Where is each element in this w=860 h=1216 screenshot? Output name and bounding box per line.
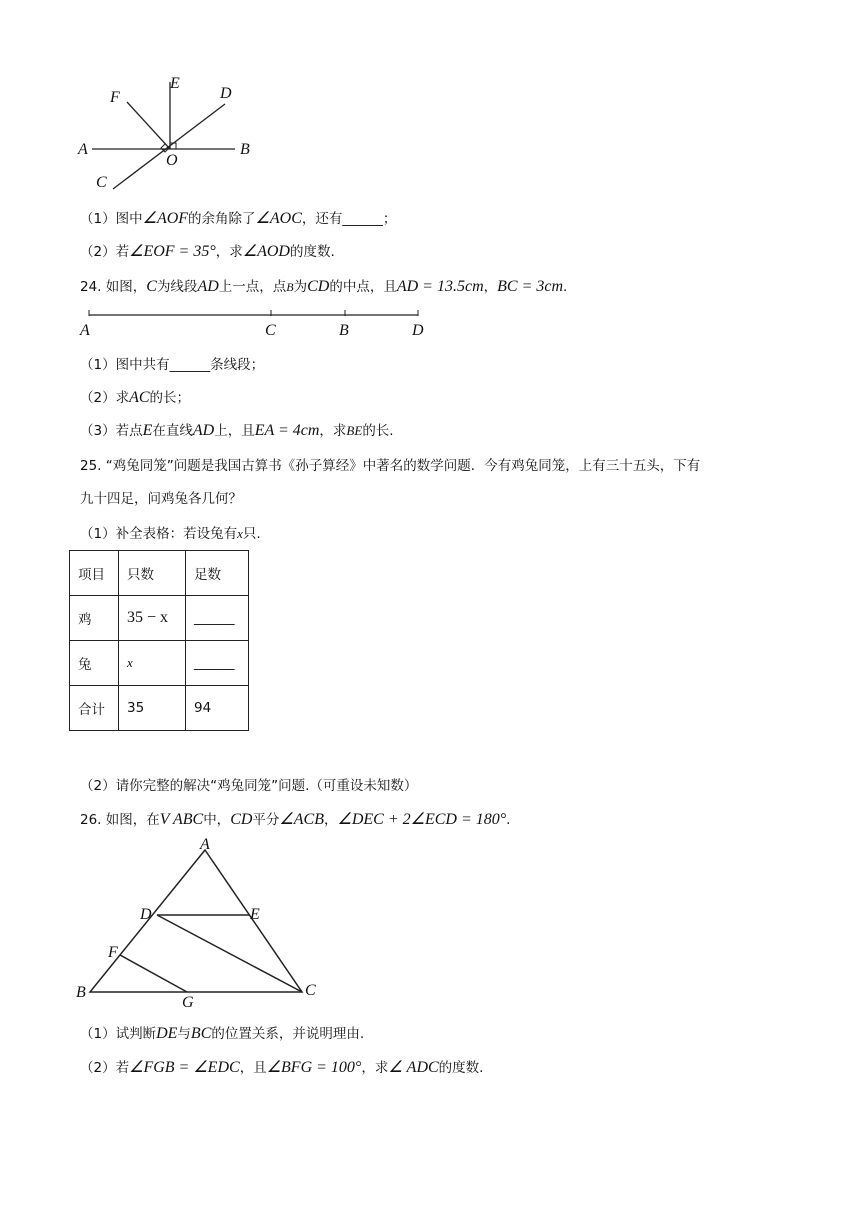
q24-stem: 24. 如图，C为线段AD上一点，点B为CD的中点，且AD = 13.5cm，BC = 3cm. [80,278,568,295]
segment-figure [75,305,435,341]
tri-label-e: E [250,906,260,923]
seg-label-c: C [265,322,276,339]
q25-stem-line1: 25. “鸡兔同笼”问题是我国古算书《孙子算经》中著名的数学问题．今有鸡兔同笼，上有三十五头，下有 [80,458,701,474]
q24-part3: （3）若点E在直线AD上，且EA = 4cm，求BE的长. [80,422,394,439]
tri-label-c: C [305,982,316,999]
cell-item: 兔 [70,641,119,686]
cell-item: 鸡 [70,596,119,641]
table-row [70,686,249,731]
cell-feet-blank[interactable]: ______ [186,641,249,686]
q23-part1: （1）图中∠AOF的余角除了∠AOC，还有______； [80,210,397,227]
triangle-abc [90,850,302,992]
tri-label-f: F [108,944,118,961]
angle-figure [70,70,280,195]
cell-feet-blank[interactable]: ______ [186,596,249,641]
triangle-figure [70,835,330,1010]
q26-part1: （1）试判断DE与BC的位置关系，并说明理由. [80,1025,365,1042]
label-d: D [220,85,232,102]
header-feet: 足数 [186,551,249,596]
table-row [70,596,249,641]
header-count: 只数 [119,551,186,596]
q24-part2: （2）求AC的长； [80,389,191,406]
label-c: C [96,174,107,191]
q24-part1: （1）图中共有______条线段； [80,357,265,373]
segment-dc [157,915,302,992]
label-e: E [170,75,180,92]
answer-blank[interactable]: ______ [342,211,383,227]
segment-fg [120,955,187,992]
q25-part1: （1）补全表格：若设兔有x只. [80,526,261,542]
cell-feet: 94 [186,686,249,731]
label-a: A [78,141,88,158]
line-cd [113,104,225,189]
header-item: 项目 [70,551,119,596]
q23-part2: （2）若∠EOF = 35°，求∠AOD的度数. [80,243,335,260]
cell-item: 合计 [70,686,119,731]
tri-label-a: A [200,836,210,853]
q26-part2: （2）若∠FGB = ∠EDC，且∠BFG = 100°，求∠ ADC的度数. [80,1059,484,1076]
q26-stem: 26. 如图，在V ABC中，CD平分∠ACB，∠DEC + 2∠ECD = 180°. [80,811,511,828]
q25-part2: （2）请你完整的解决“鸡兔同笼”问题.（可重设未知数） [80,778,418,794]
table-header-row [70,551,249,596]
seg-label-d: D [412,322,424,339]
tri-label-d: D [140,906,152,923]
cell-count: 35 − x [119,596,186,641]
label-b: B [240,141,250,158]
label-f: F [110,89,120,106]
seg-label-b: B [339,322,349,339]
q25-stem-line2: 九十四足，问鸡兔各几何？ [80,491,242,507]
cell-count: x [119,641,186,686]
table-row [70,641,249,686]
answer-blank[interactable]: ______ [169,357,211,373]
cell-count: 35 [119,686,186,731]
seg-label-a: A [80,322,90,339]
ray-of [127,102,170,149]
tri-label-g: G [182,994,194,1010]
label-o: O [166,152,178,169]
chicken-rabbit-table [69,550,249,731]
tri-label-b: B [76,984,86,1001]
